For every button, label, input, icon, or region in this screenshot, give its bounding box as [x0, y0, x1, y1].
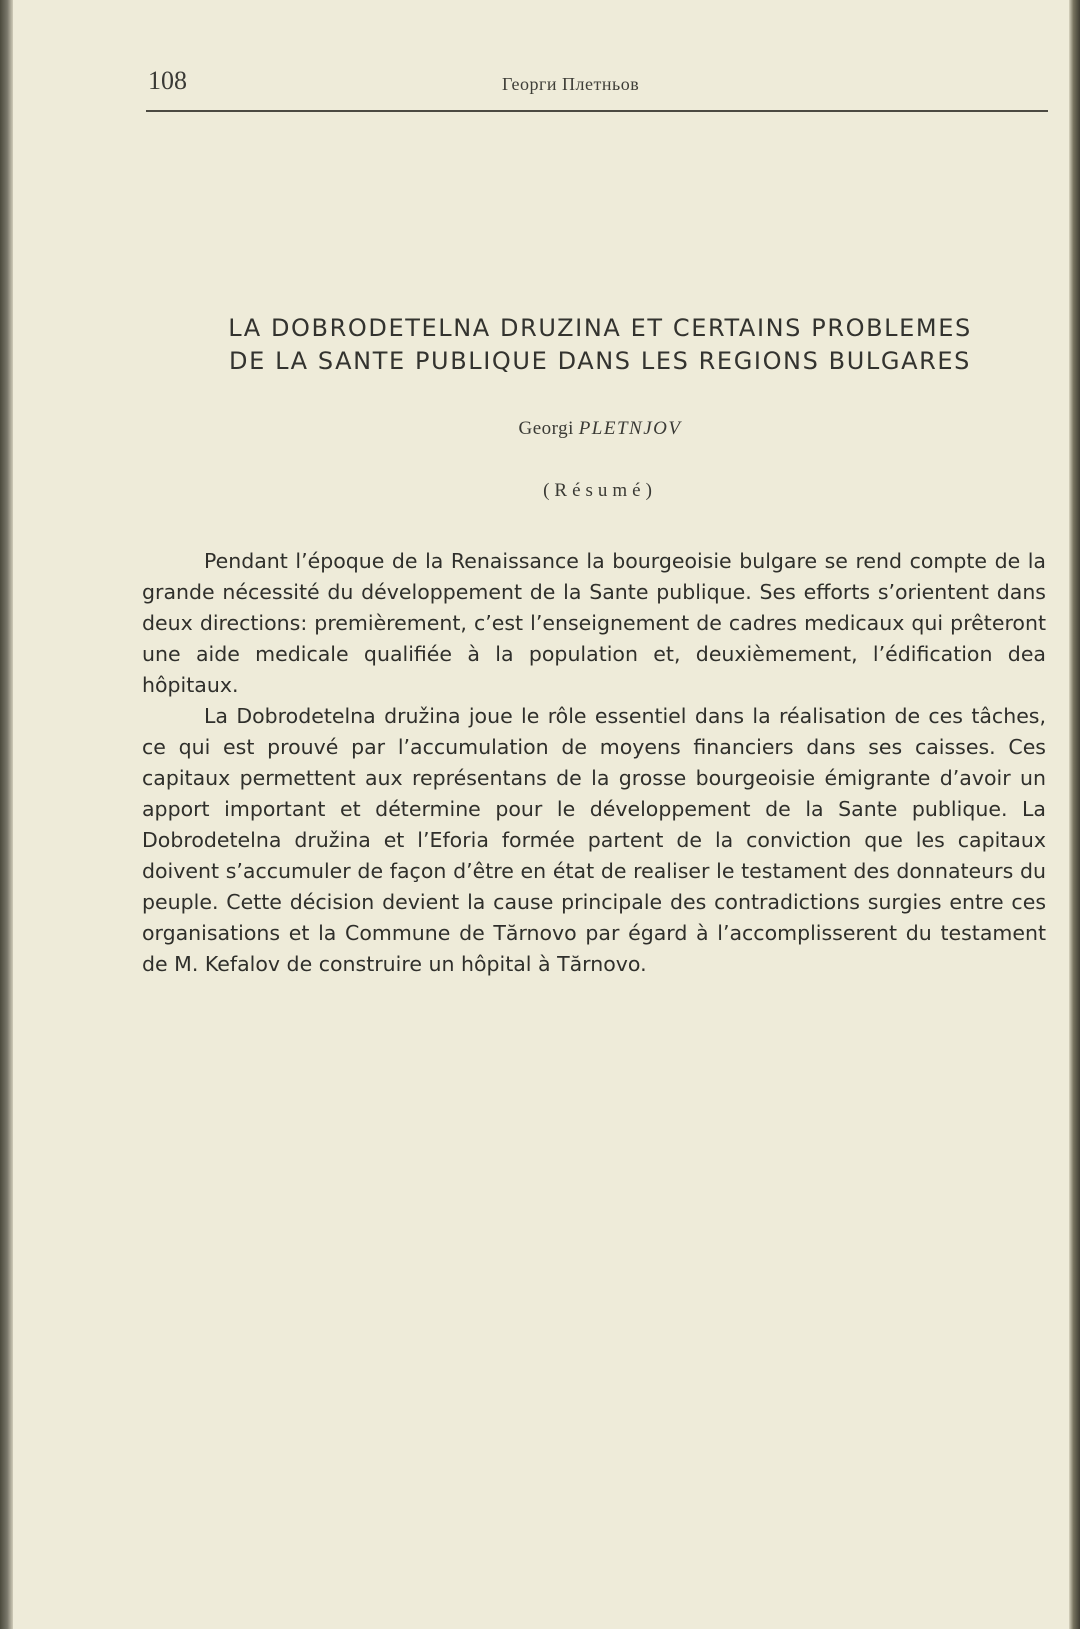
header-rule	[146, 110, 1048, 112]
article-title	[140, 312, 1060, 378]
paragraph: La Dobrodetelna družina joue le rôle essentiel dans la réalisation de ces tâches, ce qui est prouvé par l’accumulation de moyens financiers dans ses caisses. Ces capitaux permettent aux représentans de la grosse bourgeoisie émigrante d’avoir un apport important et détermine pour le développement de la Sante publique. La Dobrodetelna družina et l’Eforia formée partent de la conviction que les capitaux doivent s’accumuler de façon d’être en état de realiser le testament des donnateurs du peuple. Cette décision devient la cause principale des contradictions surgies entre ces organisations et la Commune de Tărnovo par égard à l’accomplisserent du testament de M. Kefalov de construire un hôpital à Tărnovo.	[142, 704, 1046, 976]
resume-label: (Résumé)	[543, 480, 657, 501]
page-binding-edge	[0, 0, 13, 1629]
paragraph: Pendant l’époque de la Renaissance la bourgeoisie bulgare se rend compte de la grande nécessité du développement de la Sante publique. Ses efforts s’orientent dans deux directions: premièrement, c’est l’enseignement de cadres medicaux qui prêteront une aide medicale qualifiée à la population et, deuxièmement, l’édification dea hôpitaux.	[142, 549, 1046, 697]
article-body	[142, 546, 1046, 980]
title-line-1: LA DOBRODETELNA DRUZINA ET CERTAINS PROBLEMES	[228, 314, 972, 342]
running-head: Георги Плетньов	[502, 74, 640, 94]
author-last-name: PLETNJOV	[578, 418, 682, 439]
author-byline	[140, 418, 1060, 440]
page-outer-edge	[1069, 0, 1080, 1629]
title-line-2: DE LA SANTE PUBLIQUE DANS LES REGIONS BULGARES	[229, 347, 971, 375]
page-header	[148, 66, 1048, 114]
page-number: 108	[148, 66, 187, 95]
author-first-name: Georgi	[518, 418, 574, 439]
